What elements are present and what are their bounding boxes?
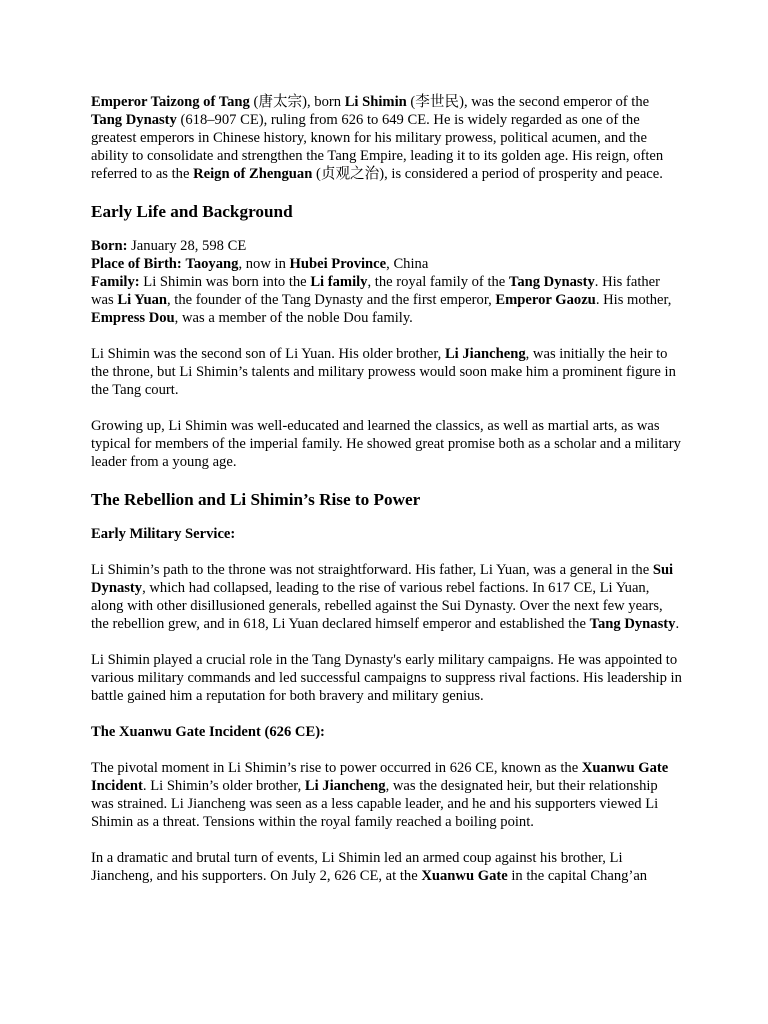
early-life-paragraph-3: Growing up, Li Shimin was well-educated and learned the classics, as well as martial arts, as was typical for members of the imperial family. He showed great promise both as a scholar and a military leader from a young age. (91, 418, 681, 470)
term-empress-dou: Empress Dou (91, 310, 175, 326)
term-tang-dynasty: Tang Dynasty (589, 616, 676, 632)
term-xuanwu-gate: Xuanwu Gate (421, 868, 508, 884)
term-emperor-taizong: Emperor Taizong of Tang (91, 94, 250, 110)
born-value: January 28, 598 CE (127, 238, 247, 254)
rebellion-paragraph-2: Li Shimin played a crucial role in the Tang Dynasty's early military campaigns. He was appointed to various military commands and led successful campaigns to suppress rival factions. His leadership in battle gained him a reputation for both bravery and military genius. (91, 652, 682, 704)
term-li-yuan: Li Yuan (117, 292, 167, 308)
family-label: Family: (91, 274, 140, 290)
place-city: Taoyang (185, 256, 239, 272)
term-li-jiancheng: Li Jiancheng (304, 778, 386, 794)
subheading-early-military-service: Early Military Service: (91, 526, 236, 542)
term-li-shimin: Li Shimin (344, 94, 407, 110)
term-tang-dynasty: Tang Dynasty (91, 112, 177, 128)
term-emperor-chinese: 唐太宗 (258, 94, 303, 110)
early-life-paragraph-2: Li Shimin was the second son of Li Yuan. His older brother, Li Jiancheng, was initially the heir to the throne, but Li Shimin’s talents and military prowess would soon make him a prominent figure in the Tang court. (91, 346, 676, 398)
heading-early-life: Early Life and Background (91, 202, 293, 221)
field-family: Family: Li Shimin was born into the Li family, the royal family of the Tang Dynasty. His father was Li Yuan, the founder of the Tang Dynasty and the first emperor, Emperor Gaozu. His mother, Empress Dou, was a member of the noble Dou family. (91, 274, 672, 326)
term-tang-dynasty: Tang Dynasty (508, 274, 595, 290)
rebellion-paragraph-4: In a dramatic and brutal turn of events, Li Shimin led an armed coup against his brother, Li Jiancheng, and his supporters. On July 2, 626 CE, at the Xuanwu Gate in the capital Chang’an (91, 850, 648, 884)
field-born (91, 237, 683, 255)
field-place-of-birth: Place of Birth: Taoyang, now in Hubei Province, China (91, 256, 429, 272)
term-li-family: Li family (310, 274, 368, 290)
heading-rebellion: The Rebellion and Li Shimin’s Rise to Power (91, 490, 421, 509)
intro-paragraph: Emperor Taizong of Tang (唐太宗), born Li Shimin (李世民), was the second emperor of the Tang Dynasty (618–907 CE), ruling from 626 to 649 CE. He is widely regarded as one of the greatest emperors in Chinese history, known for his military prowess, political acumen, and the ability to consolidate and strengthen the Tang Empire, leading it to its golden age. His reign, often referred to as the Reign of Zhenguan (贞观之治), is considered a period of prosperity and peace. (91, 94, 664, 182)
document-page (91, 93, 683, 903)
term-sui-dynasty: Sui Dynasty (91, 562, 674, 596)
term-reign-zhenguan: Reign of Zhenguan (193, 166, 313, 182)
place-province: Hubei Province (289, 256, 387, 272)
rebellion-paragraph-1: Li Shimin’s path to the throne was not straightforward. His father, Li Yuan, was a general in the Sui Dynasty, which had collapsed, leading to the rise of various rebel factions. In 617 CE, Li Yuan, along with other disillusioned generals, rebelled against the Sui Dynasty. Over the next few years, the rebellion grew, and in 618, Li Yuan declared himself emperor and established the Tang Dynasty. (91, 562, 680, 632)
term-reign-chinese: 贞观之治 (320, 166, 380, 182)
subheading-xuanwu-gate-incident: The Xuanwu Gate Incident (626 CE): (91, 724, 325, 740)
place-label: Place of Birth: (91, 256, 182, 272)
term-li-jiancheng: Li Jiancheng (444, 346, 526, 362)
term-xuanwu-gate-incident: Xuanwu Gate Incident (91, 760, 669, 794)
term-emperor-gaozu: Emperor Gaozu (495, 292, 596, 308)
term-li-shimin-chinese: 李世民 (415, 94, 460, 110)
rebellion-paragraph-3: The pivotal moment in Li Shimin’s rise to power occurred in 626 CE, known as the Xuanwu Gate Incident. Li Shimin’s older brother, Li Jiancheng, was the designated heir, but their relationship was strained. Li Jiancheng was seen as a less capable leader, and he and his supporters viewed Li Shimin as a threat. Tensions within the royal family reached a boiling point. (91, 760, 669, 830)
born-label: Born: (91, 238, 128, 254)
